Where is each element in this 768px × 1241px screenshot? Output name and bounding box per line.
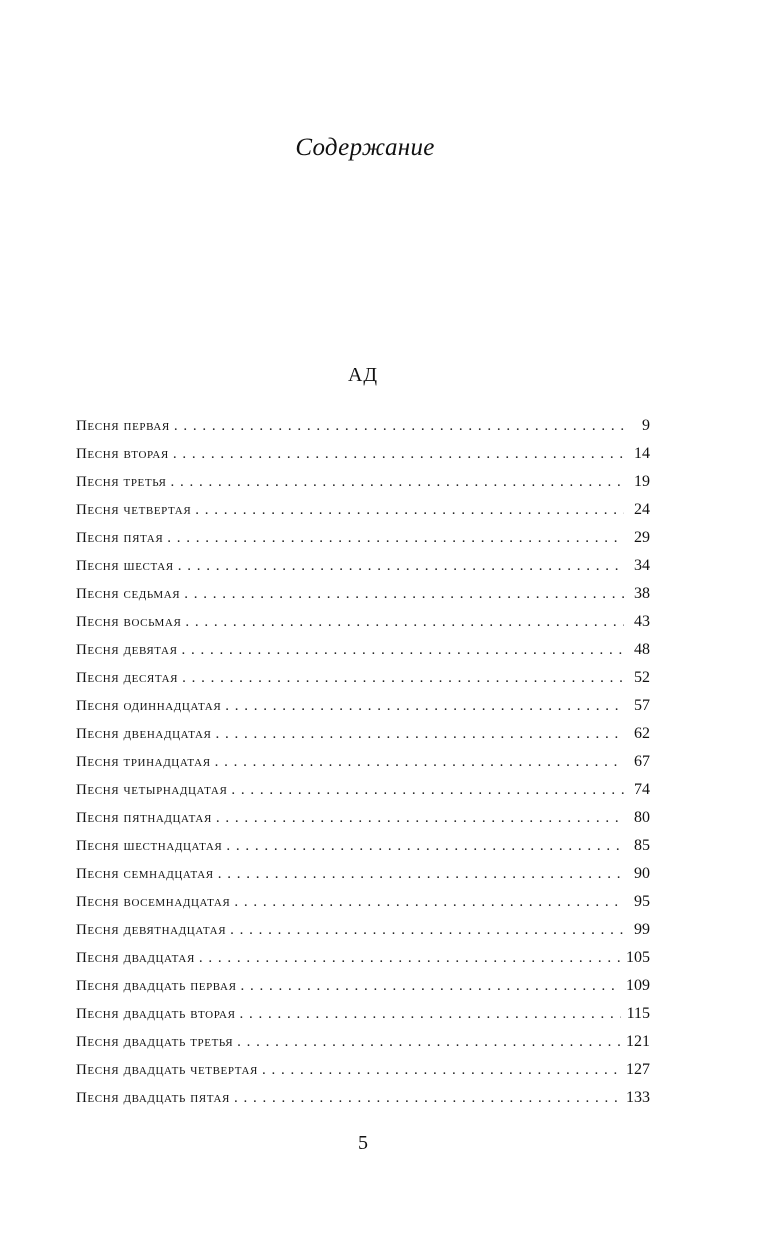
- toc-entry-page: 19: [634, 473, 650, 490]
- toc-dot-leader: [199, 944, 620, 972]
- toc-entry-label: Песня восемнадцатая: [76, 894, 231, 910]
- toc-entry-page: 80: [634, 809, 650, 826]
- toc-dot-leader: [234, 1084, 620, 1112]
- toc-entry-page: 62: [634, 725, 650, 742]
- toc-entry-label: Песня одиннадцатая: [76, 698, 222, 714]
- toc-entry: [76, 832, 650, 860]
- toc-entry-page: 109: [626, 977, 650, 994]
- toc-dot-leader: [174, 412, 624, 440]
- toc-entry-page: 29: [634, 529, 650, 546]
- toc-entry-label: Песня двадцать вторая: [76, 1006, 236, 1022]
- toc-dot-leader: [240, 1000, 621, 1028]
- toc-entry-page: 105: [626, 949, 650, 966]
- toc-entry-page: 115: [626, 1005, 650, 1022]
- toc-entry: [76, 552, 650, 580]
- toc-dot-leader: [215, 748, 624, 776]
- toc-entry: [76, 440, 650, 468]
- toc-entry: [76, 496, 650, 524]
- toc-entry: [76, 468, 650, 496]
- toc-entry-label: Песня седьмая: [76, 586, 181, 602]
- toc-dot-leader: [234, 888, 624, 916]
- toc-entry-page: 14: [634, 445, 650, 462]
- toc-entry: [76, 412, 650, 440]
- toc-entry-label: Песня двадцать четвертая: [76, 1062, 258, 1078]
- toc-entry-label: Песня шестая: [76, 558, 174, 574]
- toc-entry-label: Песня девятая: [76, 642, 178, 658]
- toc-entry-page: 38: [634, 585, 650, 602]
- toc-entry-page: 43: [634, 613, 650, 630]
- toc-dot-leader: [167, 524, 624, 552]
- toc-entry: [76, 664, 650, 692]
- toc-entry: [76, 1084, 650, 1112]
- toc-entry-label: Песня семнадцатая: [76, 866, 214, 882]
- toc-entry: [76, 692, 650, 720]
- toc-dot-leader: [241, 972, 620, 1000]
- toc-entry-page: 95: [634, 893, 650, 910]
- toc-dot-leader: [215, 720, 624, 748]
- toc-entry: [76, 608, 650, 636]
- toc-entry: [76, 888, 650, 916]
- toc-entry-page: 121: [626, 1033, 650, 1050]
- toc-dot-leader: [237, 1028, 620, 1056]
- toc-entry: [76, 860, 650, 888]
- toc-entry-page: 9: [642, 417, 650, 434]
- toc-entry-label: Песня пятая: [76, 530, 164, 546]
- toc-entry: [76, 1056, 650, 1084]
- toc-entry: [76, 776, 650, 804]
- toc-dot-leader: [173, 440, 624, 468]
- toc-entry-label: Песня десятая: [76, 670, 179, 686]
- toc-entry-page: 48: [634, 641, 650, 658]
- toc-entry-label: Песня шестнадцатая: [76, 838, 223, 854]
- toc-dot-leader: [216, 804, 624, 832]
- page-title: Содержание: [295, 134, 435, 161]
- toc-entry-label: Песня пятнадцатая: [76, 810, 212, 826]
- toc-entry-label: Песня вторая: [76, 446, 169, 462]
- section-heading: АД: [347, 364, 379, 386]
- toc-entry-page: 57: [634, 697, 650, 714]
- toc-entry-page: 85: [634, 837, 650, 854]
- page-number: 5: [358, 1132, 368, 1154]
- toc-entry-label: Песня двадцать первая: [76, 978, 237, 994]
- toc-entry: [76, 580, 650, 608]
- toc-entry: [76, 1000, 650, 1028]
- toc-entry-page: 67: [634, 753, 650, 770]
- toc-entry-page: 90: [634, 865, 650, 882]
- toc-entry-label: Песня третья: [76, 474, 167, 490]
- toc-entry-label: Песня девятнадцатая: [76, 922, 227, 938]
- toc-entry-label: Песня двадцать третья: [76, 1034, 234, 1050]
- toc-entry-label: Песня двенадцатая: [76, 726, 212, 742]
- toc-entry-label: Песня двадцать пятая: [76, 1090, 230, 1106]
- toc-entry-page: 127: [626, 1061, 650, 1078]
- toc-entry-page: 34: [634, 557, 650, 574]
- toc-entry: [76, 636, 650, 664]
- toc-entry: [76, 748, 650, 776]
- toc-entry-label: Песня первая: [76, 418, 170, 434]
- toc-dot-leader: [170, 468, 624, 496]
- toc-dot-leader: [226, 832, 624, 860]
- toc-entry: [76, 1028, 650, 1056]
- toc-entry: [76, 720, 650, 748]
- toc-entry: [76, 524, 650, 552]
- toc-entry-page: 24: [634, 501, 650, 518]
- toc-dot-leader: [184, 580, 624, 608]
- toc-dot-leader: [195, 496, 624, 524]
- toc-dot-leader: [178, 552, 624, 580]
- toc-dot-leader: [185, 608, 624, 636]
- toc-entry: [76, 944, 650, 972]
- toc-dot-leader: [182, 636, 624, 664]
- toc-entry: [76, 804, 650, 832]
- toc-entry-page: 74: [634, 781, 650, 798]
- toc-entry: [76, 972, 650, 1000]
- toc-dot-leader: [230, 916, 624, 944]
- toc-entry: [76, 916, 650, 944]
- toc-dot-leader: [182, 664, 624, 692]
- toc-entry-page: 99: [634, 921, 650, 938]
- toc-entry-label: Песня восьмая: [76, 614, 182, 630]
- toc-dot-leader: [231, 776, 624, 804]
- table-of-contents: [76, 412, 650, 1112]
- toc-dot-leader: [225, 692, 624, 720]
- toc-entry-page: 52: [634, 669, 650, 686]
- toc-entry-label: Песня четырнадцатая: [76, 782, 228, 798]
- toc-entry-label: Песня тринадцатая: [76, 754, 211, 770]
- toc-dot-leader: [218, 860, 624, 888]
- toc-entry-label: Песня двадцатая: [76, 950, 195, 966]
- toc-entry-page: 133: [626, 1089, 650, 1106]
- toc-dot-leader: [262, 1056, 620, 1084]
- toc-entry-label: Песня четвертая: [76, 502, 192, 518]
